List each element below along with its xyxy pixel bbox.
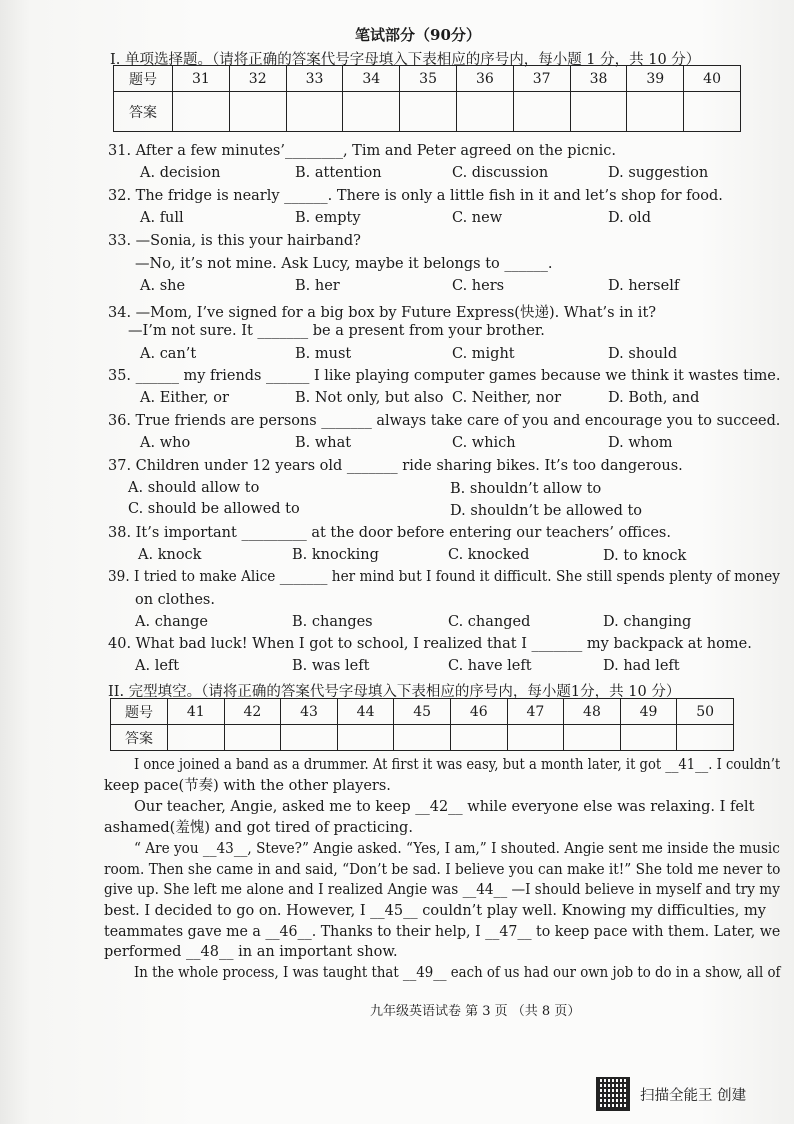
answer-cell[interactable] (564, 725, 621, 751)
page-footer: 九年级英语试卷 第 3 页 （共 8 页） (370, 1004, 581, 1019)
answer-cell[interactable] (168, 725, 225, 751)
answer-cell[interactable] (224, 725, 281, 751)
option: C. hers (452, 278, 505, 294)
option: A. full (140, 210, 184, 226)
table-label-answer: 答案 (114, 92, 173, 132)
table-cell-number: 44 (337, 699, 394, 725)
passage-line: I once joined a band as a drummer. At first it was easy, but a month later, it got __41__. I couldn’t (134, 757, 781, 773)
option: A. who (140, 435, 191, 451)
passage-line: “ Are you __43__, Steve?” Angie asked. “Yes, I am,” I shouted. Angie sent me inside the music (134, 841, 780, 857)
option: A. should allow to (128, 480, 260, 496)
answer-cell[interactable] (620, 725, 677, 751)
section-title: 笔试部分（90分） (355, 26, 481, 44)
question-33-reply: —No, it’s not mine. Ask Lucy, maybe it belongs to ______. (135, 256, 553, 272)
table-cell-number: 49 (620, 699, 677, 725)
question-38: 38. It’s important _________ at the door before entering our teachers’ offices. (108, 525, 671, 541)
answer-cell[interactable] (281, 725, 338, 751)
answer-cell[interactable] (456, 92, 513, 132)
option: D. to knock (603, 548, 687, 564)
option: C. knocked (448, 547, 530, 563)
table-label-answer: 答案 (111, 725, 168, 751)
question-36: 36. True friends are persons _______ always take care of you and encourage you to succeed. (108, 413, 781, 429)
answer-cell[interactable] (229, 92, 286, 132)
passage-line: teammates gave me a __46__. Thanks to their help, I __47__ to keep pace with them. Later, we (104, 924, 781, 940)
option: D. suggestion (608, 165, 709, 181)
option: A. she (140, 278, 186, 294)
option: B. empty (295, 210, 361, 226)
option: A. decision (140, 165, 221, 181)
question-37: 37. Children under 12 years old _______ ride sharing bikes. It’s too dangerous. (108, 458, 683, 474)
question-31: 31. After a few minutes’________, Tim and Peter agreed on the picnic. (108, 143, 617, 159)
option: A. knock (138, 547, 202, 563)
question-35: 35. ______ my friends ______ I like playing computer games because we think it wastes time. (108, 368, 781, 384)
option: A. left (135, 658, 180, 674)
answer-cell[interactable] (627, 92, 684, 132)
option: B. her (295, 278, 340, 294)
option: C. might (452, 346, 515, 362)
table-label-number: 题号 (114, 66, 173, 92)
question-32: 32. The fridge is nearly ______. There is only a little fish in it and let’s shop for food. (108, 188, 723, 204)
answer-cell[interactable] (394, 725, 451, 751)
answer-cell[interactable] (286, 92, 343, 132)
option: D. whom (608, 435, 673, 451)
option: D. Both, and (608, 390, 700, 406)
table-cell-number: 37 (513, 66, 570, 92)
passage-line: In the whole process, I was taught that __49__ each of us had our own job to do in a show, all of (134, 965, 781, 981)
answer-table-1 (113, 65, 741, 132)
option: C. discussion (452, 165, 549, 181)
question-39-cont: on clothes. (135, 592, 215, 608)
option: D. changing (603, 614, 692, 630)
option: B. changes (292, 614, 373, 630)
table-cell-number: 38 (570, 66, 627, 92)
option: B. knocking (292, 547, 379, 563)
table-cell-number: 42 (224, 699, 281, 725)
table-cell-number: 36 (456, 66, 513, 92)
table-cell-number: 43 (281, 699, 338, 725)
option: B. Not only, but also (295, 390, 444, 406)
answer-table-2 (110, 698, 734, 751)
qr-code-icon (596, 1077, 630, 1111)
passage-line: best. I decided to go on. However, I __45__ couldn’t play well. Knowing my difficulties, my (104, 903, 766, 919)
table-cell-number: 33 (286, 66, 343, 92)
passage-line: ashamed(羞愧) and got tired of practicing. (104, 820, 413, 836)
answer-cell[interactable] (684, 92, 741, 132)
table-cell-number: 48 (564, 699, 621, 725)
option: C. which (452, 435, 516, 451)
passage-line: performed __48__ in an important show. (104, 944, 398, 960)
answer-cell[interactable] (337, 725, 394, 751)
table-cell-number: 45 (394, 699, 451, 725)
passage-line: keep pace(节奏) with the other players. (104, 778, 391, 794)
option: C. should be allowed to (128, 501, 300, 517)
passage-line: room. Then she came in and said, “Don’t be sad. I believe you can make it!” She told me never to (104, 862, 781, 878)
answer-cell[interactable] (343, 92, 400, 132)
option: D. old (608, 210, 651, 226)
passage-line: Our teacher, Angie, asked me to keep __42__ while everyone else was relaxing. I felt (134, 799, 755, 815)
question-34-reply: —I’m not sure. It _______ be a present from your brother. (128, 323, 545, 339)
table-cell-number: 41 (168, 699, 225, 725)
question-40: 40. What bad luck! When I got to school, I realized that I _______ my backpack at home. (108, 636, 752, 652)
option: A. can’t (140, 346, 197, 362)
option: C. have left (448, 658, 532, 674)
question-34: 34. —Mom, I’ve signed for a big box by Future Express(快递). What’s in it? (108, 305, 657, 321)
table-cell-number: 47 (507, 699, 564, 725)
table-cell-number: 46 (450, 699, 507, 725)
table-cell-number: 34 (343, 66, 400, 92)
table-cell-number: 50 (677, 699, 734, 725)
option: B. must (295, 346, 352, 362)
answer-cell[interactable] (173, 92, 230, 132)
table-cell-number: 40 (684, 66, 741, 92)
option: A. Either, or (140, 390, 229, 406)
table-cell-number: 39 (627, 66, 684, 92)
table-cell-number: 32 (229, 66, 286, 92)
option: D. shouldn’t be allowed to (450, 503, 643, 519)
question-39: 39. I tried to make Alice _______ her mind but I found it difficult. She still spends plenty of money (108, 569, 780, 585)
part1-heading: I. 单项选择题。（请将正确的答案代号字母填入下表相应的序号内，每小题 1 分，共 10 分） (110, 52, 701, 68)
answer-cell[interactable] (507, 725, 564, 751)
part2-heading: II. 完型填空。（请将正确的答案代号字母填入下表相应的序号内，每小题1分，共 10 分） (108, 684, 681, 700)
answer-cell[interactable] (677, 725, 734, 751)
passage-line: give up. She left me alone and I realized Angie was __44__ —I should believe in myself and try my (104, 882, 780, 898)
question-33: 33. —Sonia, is this your hairband? (108, 233, 361, 249)
option: B. shouldn’t allow to (450, 481, 602, 497)
answer-cell[interactable] (400, 92, 457, 132)
option: B. attention (295, 165, 382, 181)
option: A. change (135, 614, 208, 630)
scanner-watermark: 扫描全能王 创建 (640, 1088, 747, 1104)
option: B. was left (292, 658, 370, 674)
option: D. herself (608, 278, 680, 294)
option: C. new (452, 210, 503, 226)
table-label-number: 题号 (111, 699, 168, 725)
answer-cell[interactable] (570, 92, 627, 132)
table-cell-number: 31 (173, 66, 230, 92)
answer-cell[interactable] (513, 92, 570, 132)
option: C. Neither, nor (452, 390, 562, 406)
answer-cell[interactable] (450, 725, 507, 751)
option: C. changed (448, 614, 531, 630)
option: D. had left (603, 658, 680, 674)
option: D. should (608, 346, 678, 362)
option: B. what (295, 435, 352, 451)
table-cell-number: 35 (400, 66, 457, 92)
